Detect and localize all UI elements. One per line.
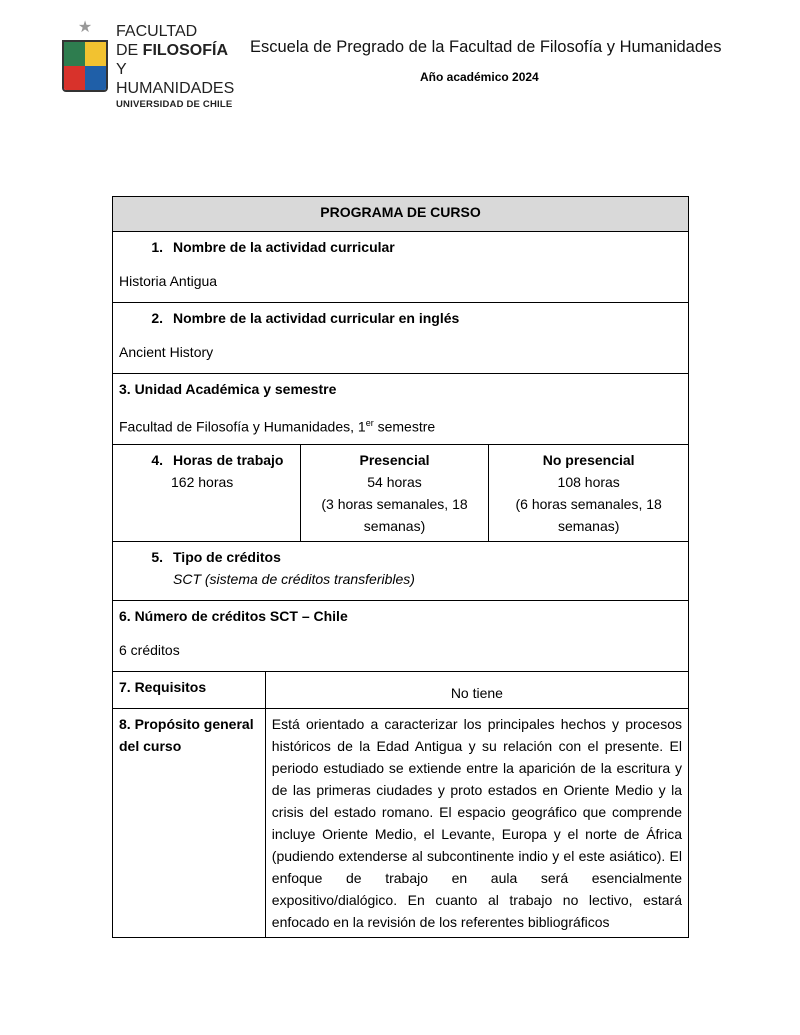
logo-line: DE (116, 42, 143, 59)
section-label: Horas de trabajo (173, 452, 284, 468)
nopresencial-hours: 108 horas (557, 474, 620, 490)
section-number: 4. (151, 452, 163, 468)
section-label: Nombre de la actividad curricular (173, 239, 395, 255)
section-label: Tipo de créditos (173, 549, 281, 565)
total-hours: 162 horas (171, 474, 234, 490)
course-program-table (112, 196, 689, 938)
section-label: 6. Número de créditos SCT – Chile (119, 608, 348, 624)
nopresencial-label: No presencial (542, 452, 635, 468)
header-title: Escuela de Pregrado de la Facultad de Filosofía y Humanidades (250, 38, 722, 56)
section-number: 2. (151, 310, 163, 326)
presencial-label: Presencial (359, 452, 430, 468)
logo-line: FACULTAD (116, 23, 198, 40)
section-label: Nombre de la actividad curricular en inglés (173, 310, 460, 326)
faculty-logo (62, 18, 235, 110)
section-value: Historia Antigua (119, 273, 218, 289)
nopresencial-detail: (6 horas semanales, 18 semanas) (515, 496, 662, 534)
table-title: PROGRAMA DE CURSO (113, 197, 689, 232)
section-value: No tiene (265, 672, 688, 709)
section-label: 3. Unidad Académica y semestre (119, 381, 337, 397)
section-value: Está orientado a caracterizar los principales hechos y procesos históricos de la Edad Antigua y su relación con el presente. El periodo estudiado se extiende entre la aparición de la escritura y de las primeras ciudades y proto estados en Oriente Medio y la crisis del estado romano. El espacio geográfico que comprende incluye Oriente Medio, el Levante, Europa y el norte de África (pudiendo extenderse al subcontinente indio y el este asiático). El enfoque de trabajo en aula será esencialmente expositivo/dialógico. En cuanto al trabajo no lectivo, estará enfocado en la revisión de los referentes bibliográficos (265, 709, 688, 938)
shield-icon (62, 40, 108, 92)
section-value: 6 créditos (119, 642, 180, 658)
star-emblem-icon: ★ (77, 19, 93, 36)
section-label: 7. Requisitos (113, 672, 266, 709)
logo-line: Y HUMANIDADES (116, 61, 235, 97)
section-value: Facultad de Filosofía y Humanidades, 1er semestre (119, 418, 436, 435)
section-value: SCT (sistema de créditos transferibles) (173, 571, 415, 587)
section-number: 5. (151, 549, 163, 565)
section-value: Ancient History (119, 344, 214, 360)
logo-line: UNIVERSIDAD DE CHILE (116, 99, 233, 110)
presencial-hours: 54 horas (367, 474, 422, 490)
presencial-detail: (3 horas semanales, 18 semanas) (321, 496, 468, 534)
academic-year: Año académico 2024 (420, 70, 539, 84)
logo-line: FILOSOFÍA (142, 42, 228, 59)
section-label: 8. Propósito general del curso (113, 709, 266, 938)
section-number: 1. (151, 239, 163, 255)
